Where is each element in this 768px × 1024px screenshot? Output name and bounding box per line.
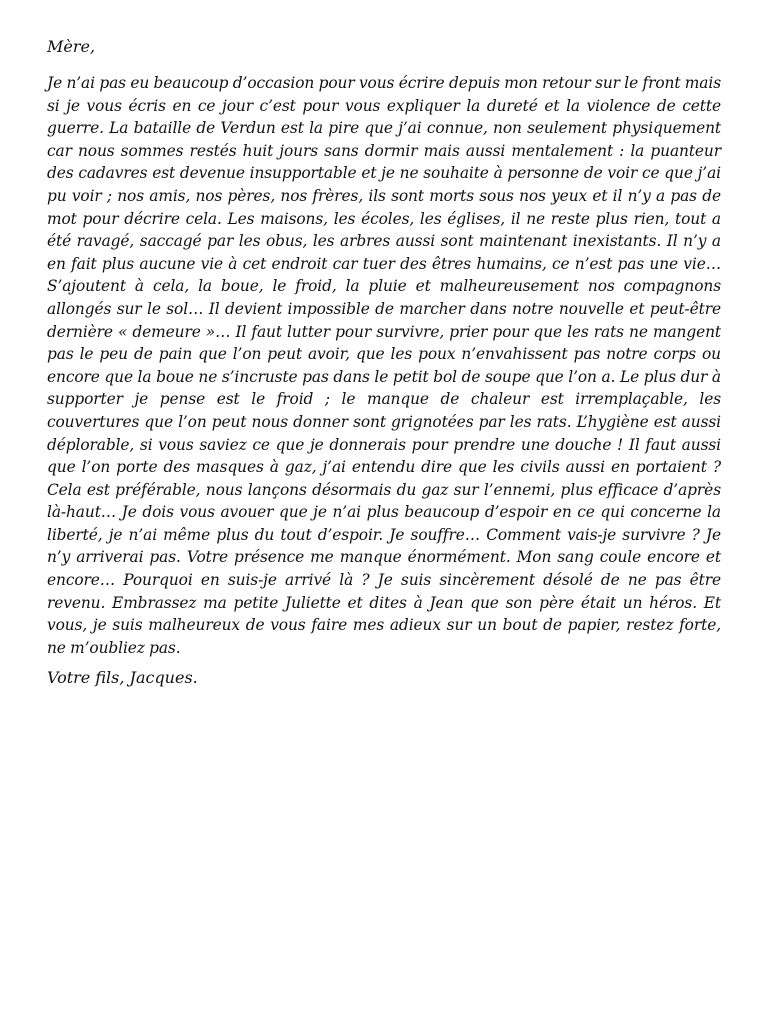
letter-body: Je n’ai pas eu beaucoup d’occasion pour vous écrire depuis mon retour sur le front mais si je vous écris en ce jour c’est pour vous expliquer la dureté et la violence de cette guerre. La bataille de Verdun est la pire que j’ai connue, non seulement physiquement car nous sommes restés huit jours sans dormir mais aussi mentalement : la puanteur des cadavres est devenue insupportable et je ne souhaite à personne de voir ce que j’ai pu voir ; nos amis, nos pères, nos frères, ils sont morts sous nos yeux et il n’y a pas de mot pour décrire cela. Les maisons, les écoles, les églises, il ne reste plus rien, tout a été ravagé, saccagé par les obus, les arbres aussi sont maintenant inexistants. Il n’y a en fait plus aucune vie à cet endroit car tuer des êtres humains, ce n’est pas une vie… S’ajoutent à cela, la boue, le froid, la pluie et malheureusement nos compagnons allongés sur le sol… Il devient impossible de marcher dans notre nouvelle et peut-être dernière « demeure »… Il faut lutter pour survivre, prier pour que les rats ne mangent pas le peu de pain que l’on peut avoir, que les poux n’envahissent pas notre corps ou encore que la boue ne s’incruste pas dans le petit bol de soupe que l’on a. Le plus dur à supporter je pense est le froid ; le manque de chaleur est irremplaçable, les couvertures que l’on peut nous donner sont grignotées par les rats. L’hygiène est aussi déplorable, si vous saviez ce que je donnerais pour prendre une douche ! Il faut aussi que l’on porte des masques à gaz, j’ai entendu dire que les civils aussi en portaient ? Cela est préférable, nous lançons désormais du gaz sur l’ennemi, plus efficace d’après là-haut… Je dois vous avouer que je n’ai plus beaucoup d’espoir en ce qui concerne la liberté, je n’ai même plus du tout d’espoir. Je souffre… Comment vais-je survivre ? Je n’y arriverai pas. Votre présence me manque énormément. Mon sang coule encore et encore… Pourquoi en suis-je arrivé là ? Je suis sincèrement désolé de ne pas être revenu. Embrassez ma petite Juliette et dites à Jean que son père était un héros. Et vous, je suis malheureux de vous faire mes adieux sur un bout de papier, restez forte, ne m’oubliez pas. <box>47 74 721 657</box>
letter-salutation: Mère, <box>47 37 96 56</box>
letter-signature: Votre fils, Jacques. <box>47 668 198 688</box>
